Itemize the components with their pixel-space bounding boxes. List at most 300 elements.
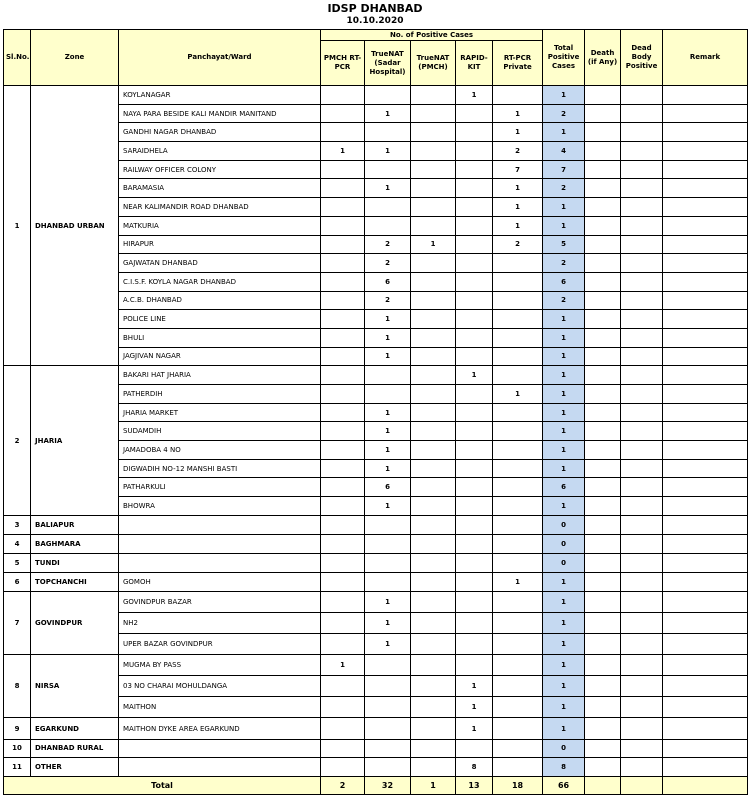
cell-rapid-kit <box>456 235 493 254</box>
cell-remark <box>663 553 748 572</box>
cell-pmch-rtpcr <box>321 86 365 105</box>
cell-panchayat: SUDAMDIH <box>119 422 321 441</box>
cell-rapid-kit <box>456 385 493 404</box>
table-row <box>4 86 748 105</box>
cell-rapid-kit <box>456 104 493 123</box>
cell-pmch-rtpcr <box>321 216 365 235</box>
cell-dead-body <box>621 697 663 718</box>
cell-rtpcr-private: 2 <box>493 235 543 254</box>
cell-total-positive: 6 <box>543 272 585 291</box>
table-row <box>4 591 748 612</box>
cell-rapid-kit <box>456 572 493 591</box>
cell-panchayat: BHULI <box>119 328 321 347</box>
cell-pmch-rtpcr <box>321 347 365 366</box>
cell-pmch-rtpcr <box>321 675 365 696</box>
cell-death <box>585 403 621 422</box>
cell-rapid-kit <box>456 254 493 273</box>
cell-remark <box>663 572 748 591</box>
cell-pmch-rtpcr <box>321 739 365 758</box>
cell-rtpcr-private <box>493 534 543 553</box>
cell-pmch-rtpcr <box>321 272 365 291</box>
cell-rtpcr-private <box>493 612 543 633</box>
cell-pmch-rtpcr <box>321 534 365 553</box>
cell-total-positive: 1 <box>543 441 585 460</box>
cell-truenat-pmch <box>411 591 456 612</box>
cell-panchayat: DIGWADIH NO-12 MANSHI BASTI <box>119 459 321 478</box>
cell-dead-body <box>621 104 663 123</box>
cell-rtpcr-private <box>493 347 543 366</box>
cell-rtpcr-private: 1 <box>493 104 543 123</box>
cell-rtpcr-private <box>493 441 543 460</box>
cell-total-positive: 1 <box>543 654 585 675</box>
cell-truenat-pmch <box>411 366 456 385</box>
cell-pmch-rtpcr <box>321 572 365 591</box>
cell-pmch-rtpcr <box>321 553 365 572</box>
cell-death <box>585 697 621 718</box>
cell-panchayat: BARAMASIA <box>119 179 321 198</box>
cell-truenat-pmch <box>411 497 456 516</box>
cell-total-positive: 1 <box>543 86 585 105</box>
cell-remark <box>663 633 748 654</box>
cell-rapid-kit <box>456 612 493 633</box>
table-row <box>4 739 748 758</box>
cell-rtpcr-private: 2 <box>493 142 543 161</box>
cell-truenat-sadar: 1 <box>365 104 411 123</box>
cell-truenat-pmch <box>411 612 456 633</box>
cell-panchayat: BAKARI HAT JHARIA <box>119 366 321 385</box>
cell-truenat-sadar: 1 <box>365 591 411 612</box>
total-rtpcr-private: 18 <box>493 776 543 794</box>
cell-truenat-pmch <box>411 291 456 310</box>
cell-rtpcr-private <box>493 718 543 739</box>
cell-slno: 2 <box>4 366 31 516</box>
header-truenat-pmch: TrueNAT (PMCH) <box>411 41 456 86</box>
cell-dead-body <box>621 310 663 329</box>
cell-pmch-rtpcr <box>321 591 365 612</box>
cell-truenat-pmch <box>411 441 456 460</box>
cell-total-positive: 1 <box>543 633 585 654</box>
cell-remark <box>663 515 748 534</box>
cell-total-positive: 0 <box>543 553 585 572</box>
cell-total-positive: 2 <box>543 254 585 273</box>
cell-remark <box>663 478 748 497</box>
cell-rtpcr-private: 1 <box>493 216 543 235</box>
cell-truenat-sadar <box>365 553 411 572</box>
positive-cases-table <box>3 29 748 795</box>
cell-panchayat: KOYLANAGAR <box>119 86 321 105</box>
cell-rapid-kit <box>456 459 493 478</box>
cell-dead-body <box>621 366 663 385</box>
cell-total-positive: 1 <box>543 366 585 385</box>
cell-rtpcr-private <box>493 254 543 273</box>
cell-death <box>585 104 621 123</box>
cell-panchayat: PATHARKULI <box>119 478 321 497</box>
table-row <box>4 366 748 385</box>
table-row <box>4 553 748 572</box>
cell-truenat-sadar: 1 <box>365 179 411 198</box>
cell-total-positive: 2 <box>543 104 585 123</box>
cell-death <box>585 272 621 291</box>
cell-pmch-rtpcr <box>321 254 365 273</box>
cell-dead-body <box>621 675 663 696</box>
cell-remark <box>663 291 748 310</box>
cell-truenat-sadar <box>365 160 411 179</box>
cell-panchayat: NEAR KALIMANDIR ROAD DHANBAD <box>119 198 321 217</box>
cell-remark <box>663 612 748 633</box>
cell-death <box>585 216 621 235</box>
cell-rapid-kit <box>456 216 493 235</box>
cell-total-positive: 7 <box>543 160 585 179</box>
cell-truenat-sadar <box>365 654 411 675</box>
cell-zone: DHANBAD URBAN <box>31 86 119 366</box>
cell-truenat-sadar: 1 <box>365 142 411 161</box>
cell-pmch-rtpcr <box>321 497 365 516</box>
cell-truenat-sadar: 1 <box>365 347 411 366</box>
header-truenat-sadar: TrueNAT (Sadar Hospital) <box>365 41 411 86</box>
cell-death <box>585 123 621 142</box>
cell-remark <box>663 254 748 273</box>
cell-total-positive: 8 <box>543 758 585 777</box>
cell-total-positive: 1 <box>543 459 585 478</box>
cell-truenat-pmch <box>411 198 456 217</box>
header-positive-cases-group: No. of Positive Cases <box>321 30 543 41</box>
cell-rtpcr-private: 7 <box>493 160 543 179</box>
cell-slno: 10 <box>4 739 31 758</box>
cell-death <box>585 291 621 310</box>
cell-death <box>585 758 621 777</box>
cell-truenat-sadar: 1 <box>365 403 411 422</box>
cell-rapid-kit <box>456 515 493 534</box>
cell-pmch-rtpcr <box>321 385 365 404</box>
cell-panchayat: MAITHON DYKE AREA EGARKUND <box>119 718 321 739</box>
total-dead-body <box>621 776 663 794</box>
cell-rapid-kit <box>456 497 493 516</box>
cell-total-positive: 1 <box>543 497 585 516</box>
cell-total-positive: 0 <box>543 534 585 553</box>
cell-pmch-rtpcr <box>321 104 365 123</box>
header-rapid-kit: RAPID-KIT <box>456 41 493 86</box>
header-remark: Remark <box>663 30 748 86</box>
cell-truenat-sadar: 1 <box>365 441 411 460</box>
cell-rapid-kit <box>456 534 493 553</box>
cell-rapid-kit <box>456 739 493 758</box>
cell-truenat-pmch <box>411 758 456 777</box>
cell-death <box>585 385 621 404</box>
cell-panchayat: C.I.S.F. KOYLA NAGAR DHANBAD <box>119 272 321 291</box>
cell-rtpcr-private: 1 <box>493 385 543 404</box>
header-dead-body: Dead Body Positive <box>621 30 663 86</box>
cell-truenat-pmch <box>411 478 456 497</box>
cell-dead-body <box>621 328 663 347</box>
cell-remark <box>663 385 748 404</box>
table-row <box>4 654 748 675</box>
cell-rapid-kit <box>456 478 493 497</box>
cell-truenat-pmch <box>411 123 456 142</box>
cell-rtpcr-private <box>493 654 543 675</box>
cell-death <box>585 497 621 516</box>
cell-truenat-pmch <box>411 534 456 553</box>
cell-panchayat: NAYA PARA BESIDE KALI MANDIR MANITAND <box>119 104 321 123</box>
cell-rapid-kit <box>456 654 493 675</box>
cell-truenat-sadar <box>365 515 411 534</box>
cell-pmch-rtpcr <box>321 310 365 329</box>
cell-panchayat <box>119 553 321 572</box>
cell-panchayat: MUGMA BY PASS <box>119 654 321 675</box>
cell-total-positive: 0 <box>543 739 585 758</box>
cell-truenat-sadar <box>365 198 411 217</box>
header-slno: Sl.No. <box>4 30 31 86</box>
cell-total-positive: 1 <box>543 123 585 142</box>
cell-total-positive: 1 <box>543 347 585 366</box>
report-title: IDSP DHANBAD <box>327 2 423 15</box>
cell-zone: GOVINDPUR <box>31 591 119 654</box>
cell-rtpcr-private <box>493 291 543 310</box>
cell-total-positive: 1 <box>543 697 585 718</box>
cell-dead-body <box>621 422 663 441</box>
cell-rapid-kit: 1 <box>456 366 493 385</box>
cell-remark <box>663 459 748 478</box>
cell-pmch-rtpcr <box>321 441 365 460</box>
header-panchayat: Panchayat/Ward <box>119 30 321 86</box>
cell-remark <box>663 739 748 758</box>
cell-death <box>585 422 621 441</box>
cell-total-positive: 1 <box>543 385 585 404</box>
cell-remark <box>663 347 748 366</box>
cell-dead-body <box>621 739 663 758</box>
cell-truenat-sadar <box>365 534 411 553</box>
cell-rtpcr-private: 1 <box>493 123 543 142</box>
cell-pmch-rtpcr <box>321 612 365 633</box>
cell-rtpcr-private <box>493 422 543 441</box>
cell-truenat-pmch <box>411 347 456 366</box>
cell-total-positive: 1 <box>543 591 585 612</box>
cell-rapid-kit <box>456 633 493 654</box>
cell-truenat-pmch <box>411 328 456 347</box>
cell-truenat-pmch <box>411 633 456 654</box>
cell-rapid-kit <box>456 160 493 179</box>
cell-dead-body <box>621 441 663 460</box>
cell-truenat-pmch <box>411 572 456 591</box>
cell-pmch-rtpcr <box>321 328 365 347</box>
cell-truenat-sadar: 1 <box>365 497 411 516</box>
cell-truenat-sadar <box>365 718 411 739</box>
cell-slno: 7 <box>4 591 31 654</box>
cell-pmch-rtpcr <box>321 459 365 478</box>
cell-panchayat: BHOWRA <box>119 497 321 516</box>
cell-rtpcr-private <box>493 272 543 291</box>
cell-truenat-pmch <box>411 459 456 478</box>
cell-total-positive: 1 <box>543 718 585 739</box>
cell-truenat-pmch <box>411 403 456 422</box>
total-remark <box>663 776 748 794</box>
cell-truenat-pmch <box>411 739 456 758</box>
cell-death <box>585 534 621 553</box>
cell-death <box>585 591 621 612</box>
cell-dead-body <box>621 235 663 254</box>
cell-dead-body <box>621 403 663 422</box>
total-pmch: 2 <box>321 776 365 794</box>
cell-panchayat: GANDHI NAGAR DHANBAD <box>119 123 321 142</box>
cell-dead-body <box>621 718 663 739</box>
cell-dead-body <box>621 758 663 777</box>
cell-zone: TUNDI <box>31 553 119 572</box>
cell-dead-body <box>621 86 663 105</box>
cell-total-positive: 1 <box>543 572 585 591</box>
cell-death <box>585 718 621 739</box>
cell-dead-body <box>621 385 663 404</box>
cell-rtpcr-private <box>493 403 543 422</box>
cell-truenat-pmch <box>411 254 456 273</box>
cell-remark <box>663 654 748 675</box>
table-row <box>4 534 748 553</box>
cell-rapid-kit <box>456 123 493 142</box>
cell-panchayat <box>119 534 321 553</box>
cell-rapid-kit: 1 <box>456 697 493 718</box>
cell-slno: 11 <box>4 758 31 777</box>
cell-rapid-kit: 1 <box>456 86 493 105</box>
cell-zone: DHANBAD RURAL <box>31 739 119 758</box>
cell-truenat-pmch <box>411 142 456 161</box>
cell-zone: BAGHMARA <box>31 534 119 553</box>
cell-dead-body <box>621 291 663 310</box>
cell-rapid-kit: 1 <box>456 718 493 739</box>
table-row <box>4 718 748 739</box>
cell-truenat-sadar: 1 <box>365 310 411 329</box>
cell-death <box>585 160 621 179</box>
cell-death <box>585 633 621 654</box>
cell-rtpcr-private <box>493 758 543 777</box>
cell-truenat-pmch <box>411 104 456 123</box>
cell-rapid-kit <box>456 403 493 422</box>
cell-pmch-rtpcr: 1 <box>321 142 365 161</box>
cell-remark <box>663 758 748 777</box>
cell-rapid-kit <box>456 591 493 612</box>
table-body <box>4 86 748 777</box>
cell-death <box>585 441 621 460</box>
cell-rtpcr-private <box>493 739 543 758</box>
cell-rtpcr-private: 1 <box>493 179 543 198</box>
cell-rtpcr-private <box>493 553 543 572</box>
cell-total-positive: 2 <box>543 291 585 310</box>
cell-zone: BALIAPUR <box>31 515 119 534</box>
cell-total-positive: 1 <box>543 328 585 347</box>
table-row <box>4 572 748 591</box>
cell-death <box>585 612 621 633</box>
cell-remark <box>663 675 748 696</box>
cell-dead-body <box>621 591 663 612</box>
total-truenat-sadar: 32 <box>365 776 411 794</box>
cell-dead-body <box>621 478 663 497</box>
cell-slno: 5 <box>4 553 31 572</box>
cell-total-positive: 1 <box>543 675 585 696</box>
cell-rapid-kit: 1 <box>456 675 493 696</box>
cell-pmch-rtpcr <box>321 697 365 718</box>
cell-slno: 3 <box>4 515 31 534</box>
cell-truenat-sadar <box>365 572 411 591</box>
cell-panchayat: NH2 <box>119 612 321 633</box>
cell-panchayat: JHARIA MARKET <box>119 403 321 422</box>
cell-pmch-rtpcr: 1 <box>321 654 365 675</box>
header-zone: Zone <box>31 30 119 86</box>
cell-dead-body <box>621 459 663 478</box>
cell-dead-body <box>621 216 663 235</box>
cell-rapid-kit <box>456 179 493 198</box>
cell-rapid-kit: 8 <box>456 758 493 777</box>
total-rapid-kit: 13 <box>456 776 493 794</box>
cell-truenat-sadar: 1 <box>365 328 411 347</box>
cell-death <box>585 310 621 329</box>
cell-death <box>585 198 621 217</box>
cell-total-positive: 1 <box>543 403 585 422</box>
cell-panchayat: HIRAPUR <box>119 235 321 254</box>
cell-rapid-kit <box>456 422 493 441</box>
cell-rtpcr-private <box>493 591 543 612</box>
cell-rapid-kit <box>456 142 493 161</box>
cell-truenat-pmch <box>411 385 456 404</box>
cell-remark <box>663 179 748 198</box>
cell-pmch-rtpcr <box>321 403 365 422</box>
total-label: Total <box>4 776 321 794</box>
table-row <box>4 515 748 534</box>
cell-panchayat: A.C.B. DHANBAD <box>119 291 321 310</box>
cell-death <box>585 254 621 273</box>
cell-total-positive: 4 <box>543 142 585 161</box>
cell-total-positive: 0 <box>543 515 585 534</box>
cell-panchayat: POLICE LINE <box>119 310 321 329</box>
cell-truenat-sadar <box>365 86 411 105</box>
cell-truenat-sadar: 1 <box>365 612 411 633</box>
cell-zone: JHARIA <box>31 366 119 516</box>
cell-remark <box>663 697 748 718</box>
cell-truenat-sadar <box>365 739 411 758</box>
cell-truenat-sadar: 1 <box>365 633 411 654</box>
cell-remark <box>663 272 748 291</box>
cell-dead-body <box>621 572 663 591</box>
cell-panchayat <box>119 758 321 777</box>
cell-remark <box>663 123 748 142</box>
cell-zone: TOPCHANCHI <box>31 572 119 591</box>
cell-dead-body <box>621 612 663 633</box>
cell-dead-body <box>621 553 663 572</box>
cell-truenat-sadar <box>365 758 411 777</box>
cell-rtpcr-private <box>493 328 543 347</box>
cell-remark <box>663 142 748 161</box>
cell-remark <box>663 441 748 460</box>
cell-truenat-pmch <box>411 654 456 675</box>
cell-truenat-pmch <box>411 553 456 572</box>
cell-total-positive: 1 <box>543 216 585 235</box>
cell-truenat-pmch <box>411 697 456 718</box>
cell-panchayat: 03 NO CHARAI MOHULDANGA <box>119 675 321 696</box>
cell-truenat-sadar: 2 <box>365 254 411 273</box>
table-row <box>4 758 748 777</box>
cell-remark <box>663 235 748 254</box>
cell-dead-body <box>621 272 663 291</box>
cell-panchayat: GAJWATAN DHANBAD <box>119 254 321 273</box>
cell-death <box>585 572 621 591</box>
cell-panchayat: JAMADOBA 4 NO <box>119 441 321 460</box>
cell-rtpcr-private <box>493 310 543 329</box>
cell-remark <box>663 104 748 123</box>
cell-rapid-kit <box>456 328 493 347</box>
cell-remark <box>663 591 748 612</box>
cell-rapid-kit <box>456 198 493 217</box>
cell-rtpcr-private <box>493 86 543 105</box>
cell-dead-body <box>621 142 663 161</box>
cell-remark <box>663 497 748 516</box>
cell-total-positive: 1 <box>543 198 585 217</box>
cell-pmch-rtpcr <box>321 123 365 142</box>
